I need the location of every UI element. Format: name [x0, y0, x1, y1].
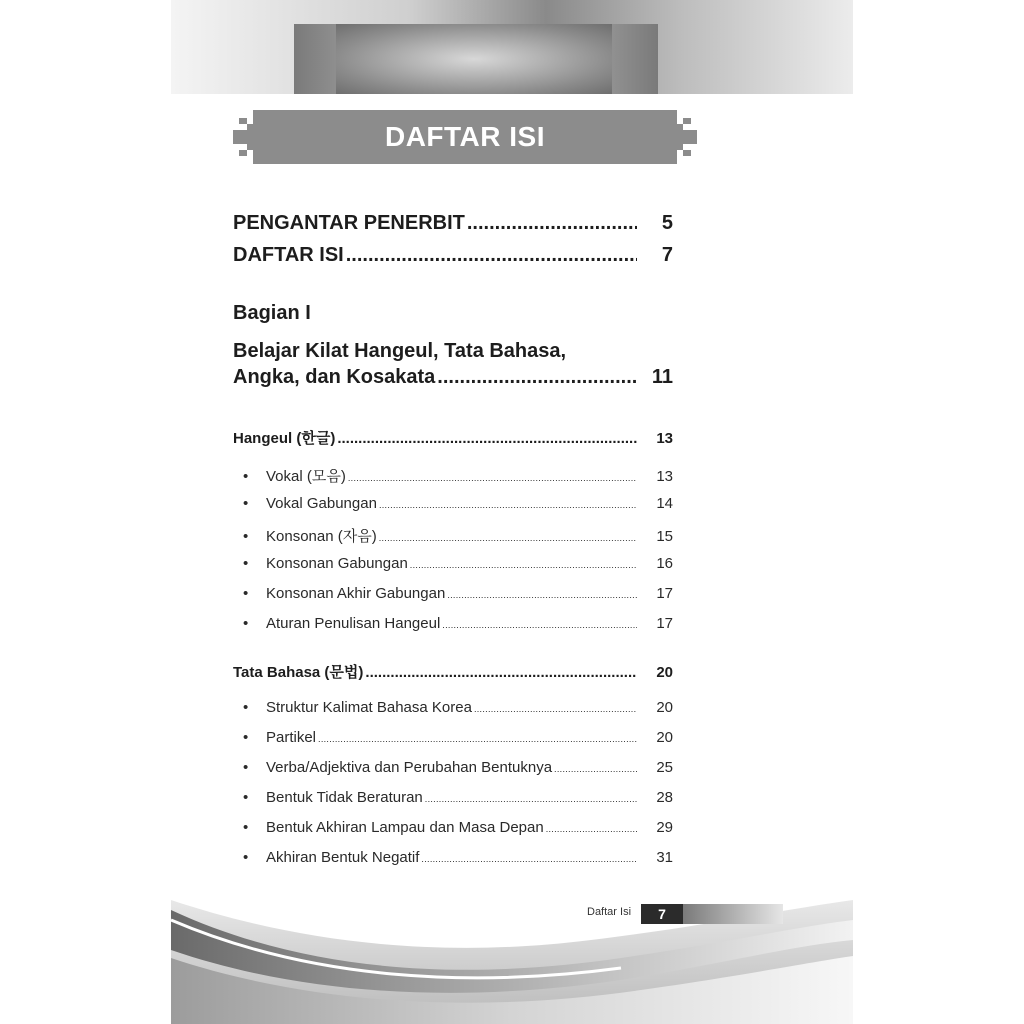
toc-subentry: [233, 729, 673, 746]
toc-subentry-title: Vokal (모음): [266, 468, 346, 485]
toc-subentry-title: Verba/Adjektiva dan Perubahan Bentuknya: [266, 759, 553, 776]
bullet: •: [243, 759, 249, 776]
toc-subentry-title: Konsonan Gabungan: [266, 555, 408, 572]
toc-subentry-title: Konsonan (자음): [266, 528, 377, 545]
footer-swoosh: [171, 880, 853, 1024]
dot-leader: [425, 794, 637, 804]
bullet: •: [243, 729, 249, 746]
dot-leader: [410, 560, 637, 570]
dot-leader: [337, 430, 637, 447]
part-label: Bagian I: [233, 302, 311, 324]
dot-leader: [474, 704, 637, 714]
toc-entry: [233, 212, 673, 235]
toc-subentry-title: Aturan Penulisan Hangeul: [266, 615, 441, 632]
toc-subentry-page: 17: [656, 615, 673, 632]
bullet: •: [243, 555, 249, 572]
dot-leader: [365, 664, 637, 681]
toc-section-title: Hangeul (한글): [233, 430, 336, 447]
toc-subentry: [233, 465, 673, 486]
toc-subentry-title: Struktur Kalimat Bahasa Korea: [266, 699, 472, 716]
toc-entry-page: 11: [651, 366, 673, 388]
toc-subentry: [233, 819, 673, 836]
toc-subentry: [233, 525, 673, 546]
toc-subentry-page: 28: [656, 789, 673, 806]
toc-subentry-page: 31: [656, 849, 673, 866]
part-title-line1: Belajar Kilat Hangeul, Tata Bahasa,: [233, 340, 567, 362]
toc-subentry-page: 13: [656, 468, 673, 485]
toc-subentry-title: Vokal Gabungan: [266, 495, 377, 512]
toc-subentry: [233, 615, 673, 632]
dot-leader: [554, 764, 637, 774]
dot-leader: [379, 500, 637, 510]
toc-subentry-page: 25: [656, 759, 673, 776]
toc-subentry-page: 14: [656, 495, 673, 512]
dot-leader: [546, 824, 637, 834]
bullet: •: [243, 468, 249, 485]
bullet: •: [243, 699, 249, 716]
dot-leader: [348, 473, 637, 483]
toc-entry: [233, 244, 673, 267]
footer-bar: [683, 904, 783, 924]
toc-entry-title: DAFTAR ISI: [233, 244, 344, 266]
banner-ornament-left: [239, 150, 247, 156]
banner-ornament-left: [233, 130, 247, 144]
bullet: •: [243, 819, 249, 836]
header-band: [294, 24, 658, 94]
toc-subentry-title: Konsonan Akhir Gabungan: [266, 585, 446, 602]
toc-section: [233, 427, 673, 448]
toc-subentry: [233, 789, 673, 806]
dot-leader: [442, 620, 637, 630]
toc-entry-title: PENGANTAR PENERBIT: [233, 212, 465, 234]
banner-ornament-right: [677, 124, 683, 150]
toc-entry: [233, 366, 673, 389]
dot-leader: [437, 366, 637, 389]
toc-subentry-page: 29: [656, 819, 673, 836]
header-gradient: [171, 0, 853, 94]
banner-ornament-left: [239, 118, 247, 124]
dot-leader: [421, 854, 637, 864]
page-number: 7: [641, 904, 683, 924]
dot-leader: [318, 734, 637, 744]
toc-subentry-title: Bentuk Akhiran Lampau dan Masa Depan: [266, 819, 544, 836]
toc-subentry: [233, 759, 673, 776]
toc-subentry-page: 20: [656, 699, 673, 716]
toc-subentry-page: 15: [656, 528, 673, 545]
toc-subentry: [233, 585, 673, 602]
toc-subentry: [233, 849, 673, 866]
dot-leader: [379, 533, 637, 543]
toc-subentry-page: 20: [656, 729, 673, 746]
banner-ornament-right: [683, 130, 697, 144]
bullet: •: [243, 495, 249, 512]
bullet: •: [243, 585, 249, 602]
book-page: [171, 0, 853, 1024]
toc-subentry-page: 16: [656, 555, 673, 572]
header-band-center: [336, 24, 612, 94]
toc-section-title: Tata Bahasa (문법): [233, 664, 364, 681]
part-title-line2: Angka, dan Kosakata: [233, 366, 436, 388]
toc-subentry-title: Partikel: [266, 729, 317, 746]
toc-section: [233, 661, 673, 682]
toc-entry-page: 5: [661, 212, 673, 234]
bullet: •: [243, 615, 249, 632]
page-title: DAFTAR ISI: [384, 121, 546, 152]
toc-entry-page: 7: [661, 244, 673, 266]
toc-subentry: [233, 555, 673, 572]
toc-subentry: [233, 699, 673, 716]
bullet: •: [243, 849, 249, 866]
toc-section-page: 20: [656, 664, 673, 681]
banner-ornament-right: [683, 150, 691, 156]
toc-subentry: [233, 495, 673, 512]
toc-subentry-page: 17: [656, 585, 673, 602]
dot-leader: [346, 244, 637, 267]
footer-section-label: Daftar Isi: [587, 906, 632, 918]
bullet: •: [243, 528, 249, 545]
dot-leader: [447, 590, 637, 600]
toc-banner: [233, 110, 697, 164]
banner-ornament-right: [683, 118, 691, 124]
bullet: •: [243, 789, 249, 806]
toc-section-page: 13: [656, 430, 673, 447]
dot-leader: [467, 212, 637, 235]
toc-subentry-title: Bentuk Tidak Beraturan: [266, 789, 423, 806]
toc-subentry-title: Akhiran Bentuk Negatif: [266, 849, 420, 866]
